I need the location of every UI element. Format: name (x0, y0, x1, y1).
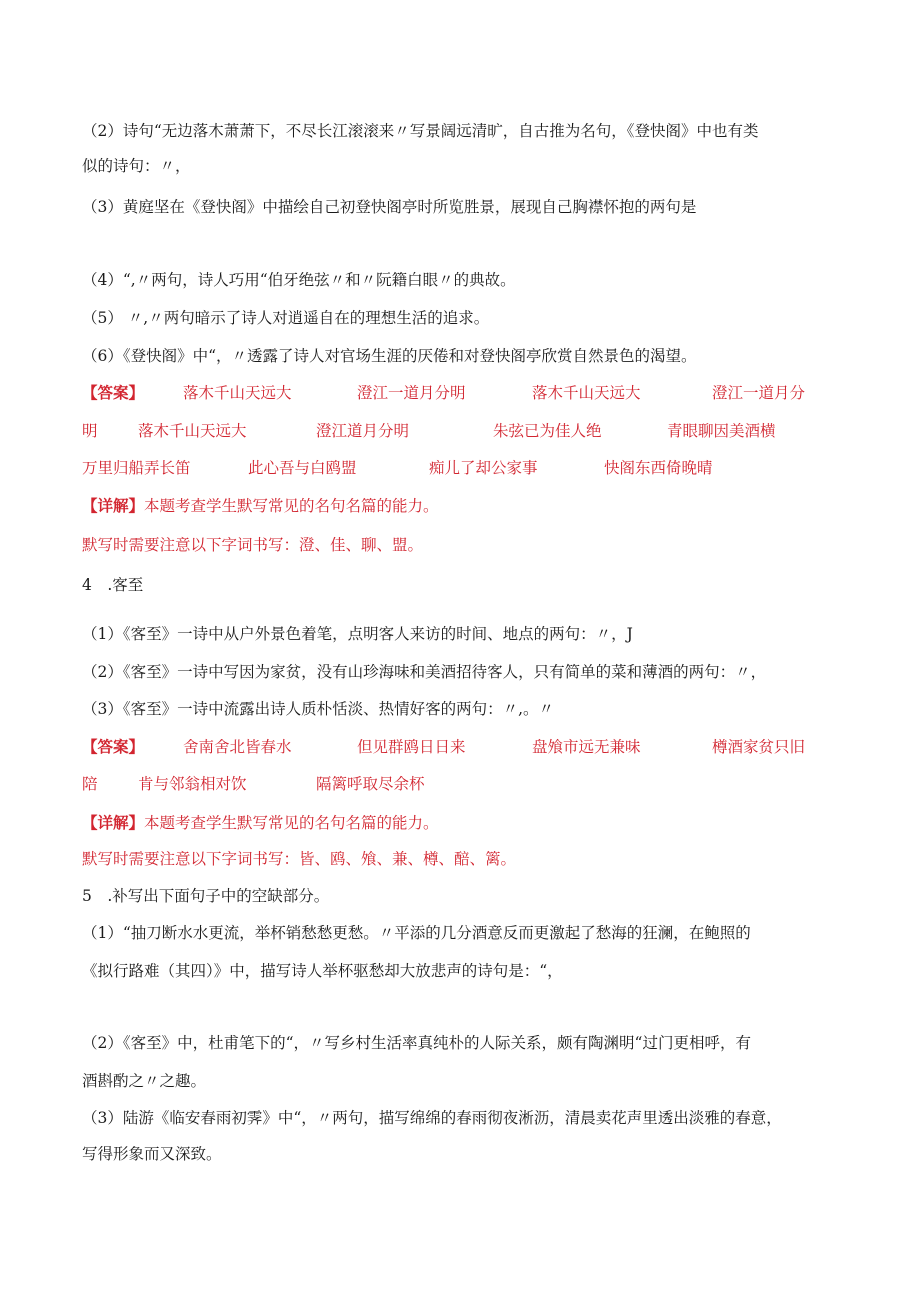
q4-detail (82, 812, 850, 834)
q4-title: 4 .客至 (82, 576, 144, 594)
q4-item3: （3）《客至》一诗中流露出诗人质朴恬淡、热情好客的两句：〃,。〃 (82, 700, 555, 718)
q3-note: 默写时需要注意以下字词书写：澄、佳、聊、盟。 (82, 536, 424, 554)
answer-item: 快阁东西倚晚晴 (604, 459, 713, 477)
answer-item: 樽酒家贫只旧 (712, 738, 806, 756)
q5-item2-line1: （2）《客至》中，杜甫笔下的“，〃写乡村生活率真纯朴的人际关系，颇有陶渊明“过门更相呼，有 (82, 1034, 751, 1052)
q3-detail (82, 495, 850, 517)
q4-item1: （1）《客至》一诗中从户外景色着笔，点明客人来访的时间、地点的两句：〃，J (82, 625, 633, 643)
q3-item3: （3）黄庭坚在《登快阁》中描绘自己初登快阁亭时所览胜景，展现自己胸襟怀抱的两句是 (82, 198, 697, 216)
answer-item: 明 (82, 422, 98, 440)
q5-item1-line1: （1）“抽刀断水水更流，举杯销愁愁更愁。〃平添的几分酒意反而更激起了愁海的狂澜，在鲍照的 (82, 924, 751, 942)
answer-item: 肯与邻翁相对饮 (138, 775, 247, 793)
answer-item: 朱弦已为佳人绝 (493, 422, 602, 440)
answer-item: 万里归船弄长笛 (82, 459, 191, 477)
q5-item1-line2: 《拟行路难（其四）》中，描写诗人举杯驱愁却大放悲声的诗句是：“， (82, 962, 563, 980)
answer-item: 舍南舍北皆春水 (183, 738, 292, 756)
q3-item2-line1: （2）诗句“无边落木萧萧下，不尽长江滚滚来〃写景阔远清旷，自古推为名句，《登快阁》中也有类 (82, 122, 759, 140)
q4-answer-label: 【答案】 (82, 737, 145, 756)
answer-item: 痴儿了却公家事 (429, 459, 538, 477)
answer-item: 澄江一道月分 (712, 384, 806, 402)
answer-item: 澄江一道月分明 (357, 384, 466, 402)
answer-item: 澄江道月分明 (316, 422, 410, 440)
q4-detail-label: 【详解】 (82, 813, 145, 832)
answer-item: 落木千山天远大 (138, 422, 247, 440)
answer-item: 落木千山天远大 (532, 384, 641, 402)
q3-detail-text: 本题考查学生默写常见的名句名篇的能力。 (144, 497, 439, 515)
q5-title: 5 .补写出下面句子中的空缺部分。 (82, 887, 330, 905)
q4-detail-text: 本题考查学生默写常见的名句名篇的能力。 (144, 814, 439, 832)
q4-note: 默写时需要注意以下字词书写：皆、鸥、飧、兼、樽、醅、篱。 (82, 850, 517, 868)
answer-item: 此心吾与白鸥盟 (248, 459, 357, 477)
q3-item4: （4）“,〃两句，诗人巧用“伯牙绝弦〃和〃阮籍白眼〃的典故。 (82, 271, 516, 289)
q5-item3-line1: （3）陆游《临安春雨初霁》中“，〃两句，描写绵绵的春雨彻夜淅沥，清晨卖花声里透出淡雅的春意， (82, 1109, 782, 1127)
q3-detail-label: 【详解】 (82, 496, 145, 515)
answer-item: 但见群鸥日日来 (357, 738, 466, 756)
answer-item: 落木千山天远大 (183, 384, 292, 402)
answer-item: 盘飧市远无兼味 (532, 738, 641, 756)
q3-answer-label: 【答案】 (82, 383, 145, 402)
q4-item2: （2）《客至》一诗中写因为家贫，没有山珍海味和美酒招待客人，只有简单的菜和薄酒的两句：〃， (82, 663, 767, 681)
q3-item5: （5） 〃,〃两句暗示了诗人对逍遥自在的理想生活的追求。 (82, 309, 490, 327)
q5-item3-line2: 写得形象而又深致。 (82, 1145, 222, 1163)
answer-item: 青眼聊因美酒横 (667, 422, 776, 440)
q5-item2-line2: 酒斟酌之〃之趣。 (82, 1072, 207, 1090)
answer-item: 隔篱呼取尽余杯 (316, 775, 425, 793)
q3-item6: （6）《登快阁》中“，〃透露了诗人对官场生涯的厌倦和对登快阁亭欣赏自然景色的渴望。 (82, 347, 697, 365)
q3-item2-line2: 似的诗句：〃， (82, 157, 191, 175)
answer-item: 陪 (82, 775, 98, 793)
